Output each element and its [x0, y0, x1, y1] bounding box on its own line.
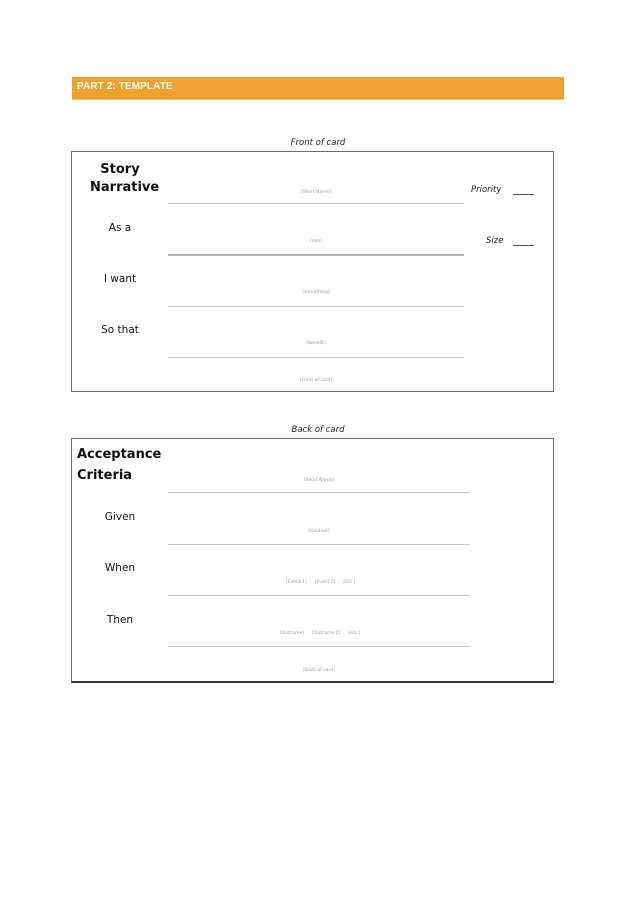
event-field[interactable]: [168, 595, 470, 596]
role-placeholder: [role]: [309, 239, 323, 244]
event-2-placeholder: [Event 2]: [314, 580, 336, 585]
story-narrative-heading: [90, 161, 160, 197]
then-label: Then: [106, 614, 134, 626]
back-card-caption: Back of card: [291, 425, 345, 435]
benefit-field[interactable]: [168, 357, 464, 358]
outcome-field[interactable]: [168, 646, 470, 647]
front-of-card-placeholder: [Front of card]: [300, 378, 332, 383]
when-label: When: [104, 562, 136, 574]
something-field[interactable]: [168, 306, 464, 307]
size-field[interactable]: [513, 245, 534, 246]
outcome-1-placeholder: [Outcome]: [280, 631, 305, 636]
etc-placeholder: [Etc.]: [343, 580, 356, 585]
context-placeholder: [Context]: [308, 529, 330, 534]
as-a-label: As a: [108, 222, 132, 234]
given-label: Given: [104, 511, 136, 523]
back-card: [71, 438, 554, 683]
so-that-label: So that: [101, 324, 139, 336]
event-placeholders: [286, 580, 355, 585]
heading-line-1: Acceptance: [77, 447, 162, 462]
front-card: [71, 151, 554, 392]
heading-line-2: Criteria: [77, 468, 133, 483]
benefit-placeholder: [benefit]: [306, 341, 326, 346]
heading-line-1: Story: [100, 162, 140, 177]
outcome-placeholders: [280, 631, 360, 636]
section-header-bar: [72, 77, 564, 100]
heading-line-2: Narrative: [90, 180, 160, 195]
size-label: Size: [486, 236, 504, 246]
short-name-placeholder: [Short Name]: [303, 478, 335, 483]
front-card-caption: Front of card: [290, 138, 346, 148]
outcome-2-placeholder: [Outcome 2]: [312, 631, 341, 636]
priority-field[interactable]: [513, 194, 534, 195]
i-want-label: I want: [103, 273, 137, 285]
short-name-field[interactable]: [168, 203, 464, 204]
priority-label: Priority: [471, 185, 502, 195]
short-name-field[interactable]: [168, 492, 470, 493]
section-title: PART 2: TEMPLATE: [77, 81, 173, 92]
role-field[interactable]: [168, 254, 464, 256]
back-of-card-placeholder: [Back of card]: [303, 668, 335, 673]
context-field[interactable]: [168, 544, 470, 545]
event-1-placeholder: [Event 1]: [286, 580, 307, 585]
etc-placeholder: [etc.]: [348, 631, 361, 636]
something-placeholder: [something]: [302, 290, 330, 295]
acceptance-criteria-heading: [77, 444, 161, 486]
short-name-placeholder: [Short Name]: [300, 190, 332, 195]
